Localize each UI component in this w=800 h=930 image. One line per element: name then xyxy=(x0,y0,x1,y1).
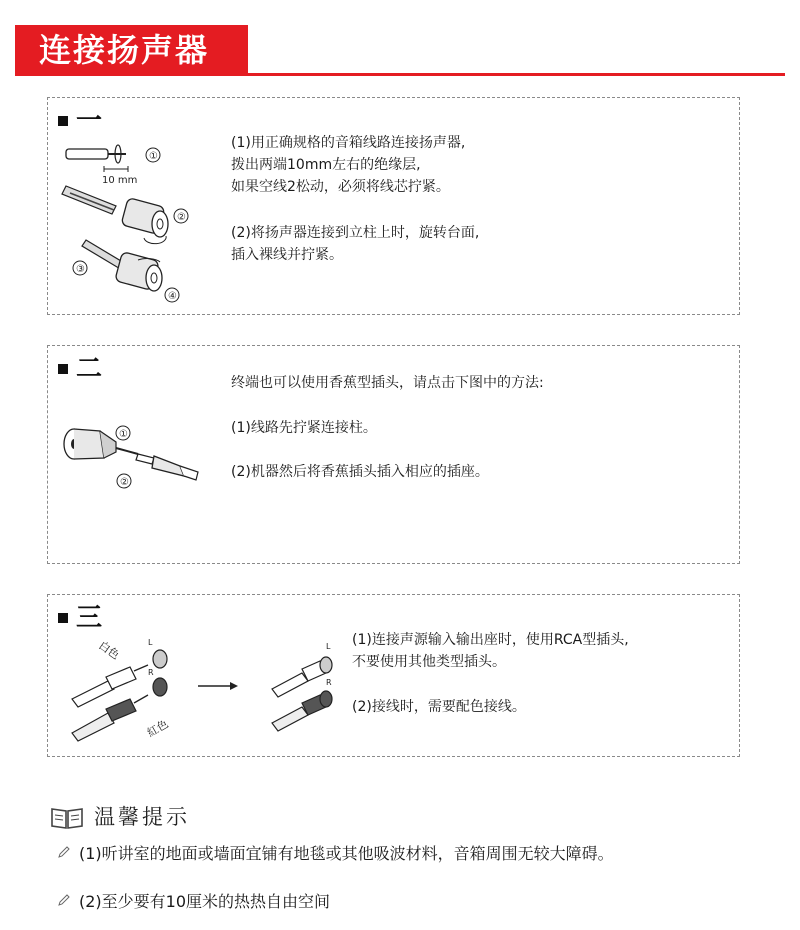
callout-1: ① xyxy=(119,429,128,440)
banana-plug-illustration xyxy=(58,418,208,498)
callout-1: ① xyxy=(149,151,158,162)
text-line: 不要使用其他类型插头。 xyxy=(352,654,506,670)
step-panel-3 xyxy=(47,594,740,757)
callout-4: ④ xyxy=(168,291,177,302)
text-line: 如果空线2松动，必须将线芯拧紧。 xyxy=(231,179,450,195)
pencil-icon xyxy=(57,843,79,865)
step-title-3: 三 xyxy=(76,603,103,633)
step-3-text-b: (2)接线时，需要配色接线。 xyxy=(352,699,526,715)
step-1-text-b xyxy=(231,222,479,266)
callout-2: ② xyxy=(177,212,186,223)
rca-plug-illustration xyxy=(68,629,368,749)
bullet-square-icon xyxy=(58,116,68,126)
socket-r-label-2: R xyxy=(326,678,332,687)
step-title-2: 二 xyxy=(76,354,103,384)
tip-text: (2)至少要有10厘米的热热自由空间 xyxy=(79,892,331,911)
text-line: 插入裸线并拧紧。 xyxy=(231,247,343,263)
pencil-icon xyxy=(57,891,79,913)
text-line: (2)将扬声器连接到立柱上时，旋转台面, xyxy=(231,225,480,241)
dimension-label: 10 mm xyxy=(102,175,138,186)
tip-item-1 xyxy=(57,843,614,865)
bullet-square-icon xyxy=(58,613,68,623)
step-2-text-c: (2)机器然后将香蕉插头插入相应的插座。 xyxy=(231,464,489,480)
callout-2: ② xyxy=(120,477,129,488)
page-title: 连接扬声器 xyxy=(39,31,210,69)
socket-l-label: L xyxy=(148,638,153,647)
socket-l-label-2: L xyxy=(326,642,331,651)
speaker-wire-illustration xyxy=(56,136,216,306)
tip-text: (1)听讲室的地面或墙面宜铺有地毯或其他吸波材料，音箱周围无较大障碍。 xyxy=(79,844,614,863)
title-banner xyxy=(15,25,248,75)
text-line: (1)连接声源输入输出座时，使用RCA型插头, xyxy=(352,632,629,648)
bullet-square-icon xyxy=(58,364,68,374)
socket-r-label: R xyxy=(148,668,154,677)
step-3-text-a xyxy=(352,629,629,673)
tip-item-2 xyxy=(57,891,330,913)
step-2-text-b: (1)线路先拧紧连接柱。 xyxy=(231,420,377,436)
step-1-text-a xyxy=(231,132,465,198)
white-label: 白色 xyxy=(96,638,122,663)
red-label: 紅色 xyxy=(145,717,171,740)
text-line: 拨出两端10mm左右的绝缘层, xyxy=(231,157,421,173)
step-2-text-a: 终端也可以使用香蕉型插头，请点击下图中的方法: xyxy=(231,375,544,391)
open-book-icon xyxy=(50,805,84,831)
tips-title: 温馨提示 xyxy=(94,805,190,829)
callout-3: ③ xyxy=(76,264,85,275)
text-line: (1)用正确规格的音箱线路连接扬声器, xyxy=(231,135,466,151)
step-panel-2 xyxy=(47,345,740,564)
step-panel-1 xyxy=(47,97,740,315)
step-title-1: 一 xyxy=(76,106,103,136)
